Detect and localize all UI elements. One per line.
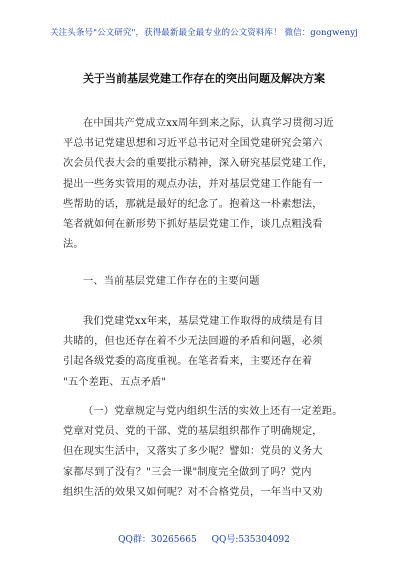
intro-paragraph — [63, 114, 345, 255]
paragraph-line: （一）党章规定与党内组织生活的实效上还有一定差距。 — [83, 406, 343, 417]
intro-line: 法。 — [63, 239, 84, 251]
footer-qq-group: QQ群：30265665 — [118, 535, 197, 545]
intro-line: 些帮助的话，那就是最好的纪念了。抱着这一朴素想法， — [63, 198, 323, 210]
paragraph-line: 引起各级党委的高度重视。在笔者看来，主要还存在着 — [63, 356, 313, 368]
intro-line: 笔者就如何在新形势下抓好基层党建工作，谈几点粗浅看 — [63, 219, 323, 231]
section-heading-block — [63, 272, 345, 292]
paragraph-line: 家都尽到了没有？"三会一课"制度完全做到了吗？党内 — [63, 466, 312, 478]
paragraph-line: 共睹的，但也还存在着不少无法回避的矛盾和问题，必须 — [63, 336, 323, 348]
header-banner: 关注头条号"公文研究"，获得最新最全最专业的公文资料库！ 微信：gongwenyj — [50, 28, 358, 38]
intro-line: 在中国共产党成立xx周年到来之际，认真学习贯彻习近 — [83, 118, 334, 129]
intro-line: 平总书记党建思想和习近平总书记对全国党建研究会第六 — [63, 138, 323, 150]
section-heading: 一、当前基层党建工作存在的主要问题 — [83, 276, 260, 287]
intro-line: 次会员代表大会的重要批示精神，深入研究基层党建工作， — [63, 158, 334, 170]
body-paragraph-3 — [63, 402, 345, 503]
footer-contact — [0, 532, 408, 545]
paragraph-line: 但在现实生活中，又落实了多少呢？譬如：党员的义务大 — [63, 446, 323, 458]
paragraph-line: "五个差距、五点矛盾" — [63, 376, 167, 388]
paragraph-line: 党章对党员、党的干部、党的基层组织都作了明确规定， — [63, 426, 323, 438]
document-title: 关于当前基层党建工作存在的突出问题及解决方案 — [83, 72, 325, 85]
footer-qq-number: QQ号:535304092 — [211, 535, 290, 545]
paragraph-line: 我们党建党xx年来，基层党建工作取得的成绩是有目 — [83, 316, 324, 327]
paragraph-line: 组织生活的效果又如何呢？对不合格党员，一年当中又劝 — [63, 486, 323, 498]
intro-line: 提出一些务实管用的观点办法，并对基层党建工作能有一 — [63, 178, 323, 190]
body-paragraph-2 — [63, 312, 345, 393]
